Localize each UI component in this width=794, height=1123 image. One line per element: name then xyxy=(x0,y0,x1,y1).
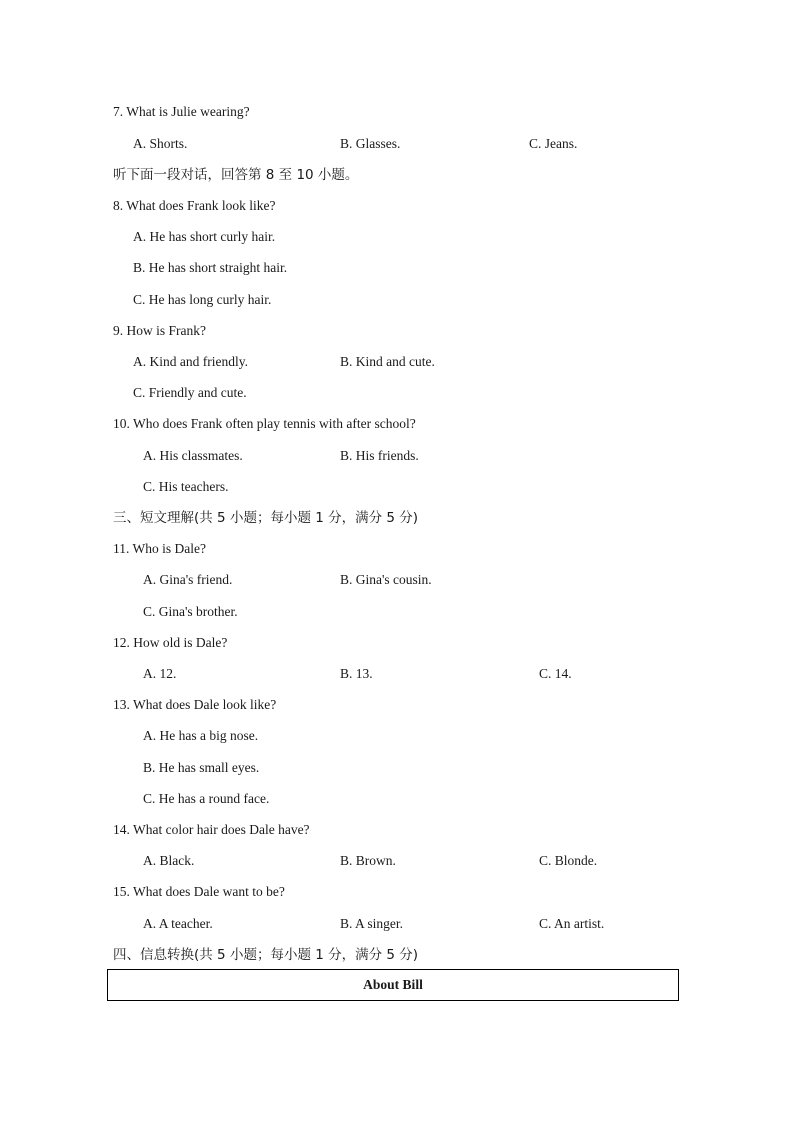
option-b: B. A singer. xyxy=(340,916,404,931)
option-b: B. Glasses. xyxy=(340,136,401,151)
option-b: B. Gina's cousin. xyxy=(340,572,432,587)
section-4-heading: 四、信息转换(共 5 小题；每小题 1 分，满分 5 分) xyxy=(113,947,419,963)
option-c: C. Friendly and cute. xyxy=(133,385,247,400)
section-3-heading: 三、短文理解(共 5 小题；每小题 1 分，满分 5 分) xyxy=(113,510,419,526)
question-8: 8. What does Frank look like? xyxy=(113,198,276,213)
question-10: 10. Who does Frank often play tennis with after school? xyxy=(113,416,416,431)
option-c: C. He has a round face. xyxy=(143,791,270,806)
option-a: A. His classmates. xyxy=(143,448,243,463)
option-b: B. Kind and cute. xyxy=(340,354,435,369)
option-b: B. He has short straight hair. xyxy=(133,260,288,275)
question-12: 12. How old is Dale? xyxy=(113,635,228,650)
option-a: A. 12. xyxy=(143,666,177,681)
option-b: B. 13. xyxy=(340,666,373,681)
option-a: A. A teacher. xyxy=(143,916,213,931)
info-table xyxy=(107,969,679,1001)
option-c: C. 14. xyxy=(539,666,572,681)
question-9: 9. How is Frank? xyxy=(113,323,206,338)
table-title: About Bill xyxy=(363,977,423,992)
question-11: 11. Who is Dale? xyxy=(113,541,206,556)
option-b: B. His friends. xyxy=(340,448,419,463)
option-c: C. Gina's brother. xyxy=(143,604,238,619)
option-a: A. He has short curly hair. xyxy=(133,229,276,244)
option-c: C. Blonde. xyxy=(539,853,598,868)
option-c: C. His teachers. xyxy=(143,479,229,494)
option-b: B. Brown. xyxy=(340,853,396,868)
option-c: C. Jeans. xyxy=(529,136,578,151)
question-13: 13. What does Dale look like? xyxy=(113,697,277,712)
option-a: A. Gina's friend. xyxy=(143,572,233,587)
instruction-8-10: 听下面一段对话，回答第 8 至 10 小题。 xyxy=(113,167,359,183)
option-b: B. He has small eyes. xyxy=(143,760,260,775)
option-a: A. Kind and friendly. xyxy=(133,354,248,369)
option-c: C. He has long curly hair. xyxy=(133,292,272,307)
option-a: A. Shorts. xyxy=(133,136,188,151)
option-c: C. An artist. xyxy=(539,916,605,931)
option-a: A. He has a big nose. xyxy=(143,728,259,743)
question-7: 7. What is Julie wearing? xyxy=(113,104,250,119)
option-a: A. Black. xyxy=(143,853,195,868)
question-14: 14. What color hair does Dale have? xyxy=(113,822,310,837)
question-15: 15. What does Dale want to be? xyxy=(113,884,285,899)
